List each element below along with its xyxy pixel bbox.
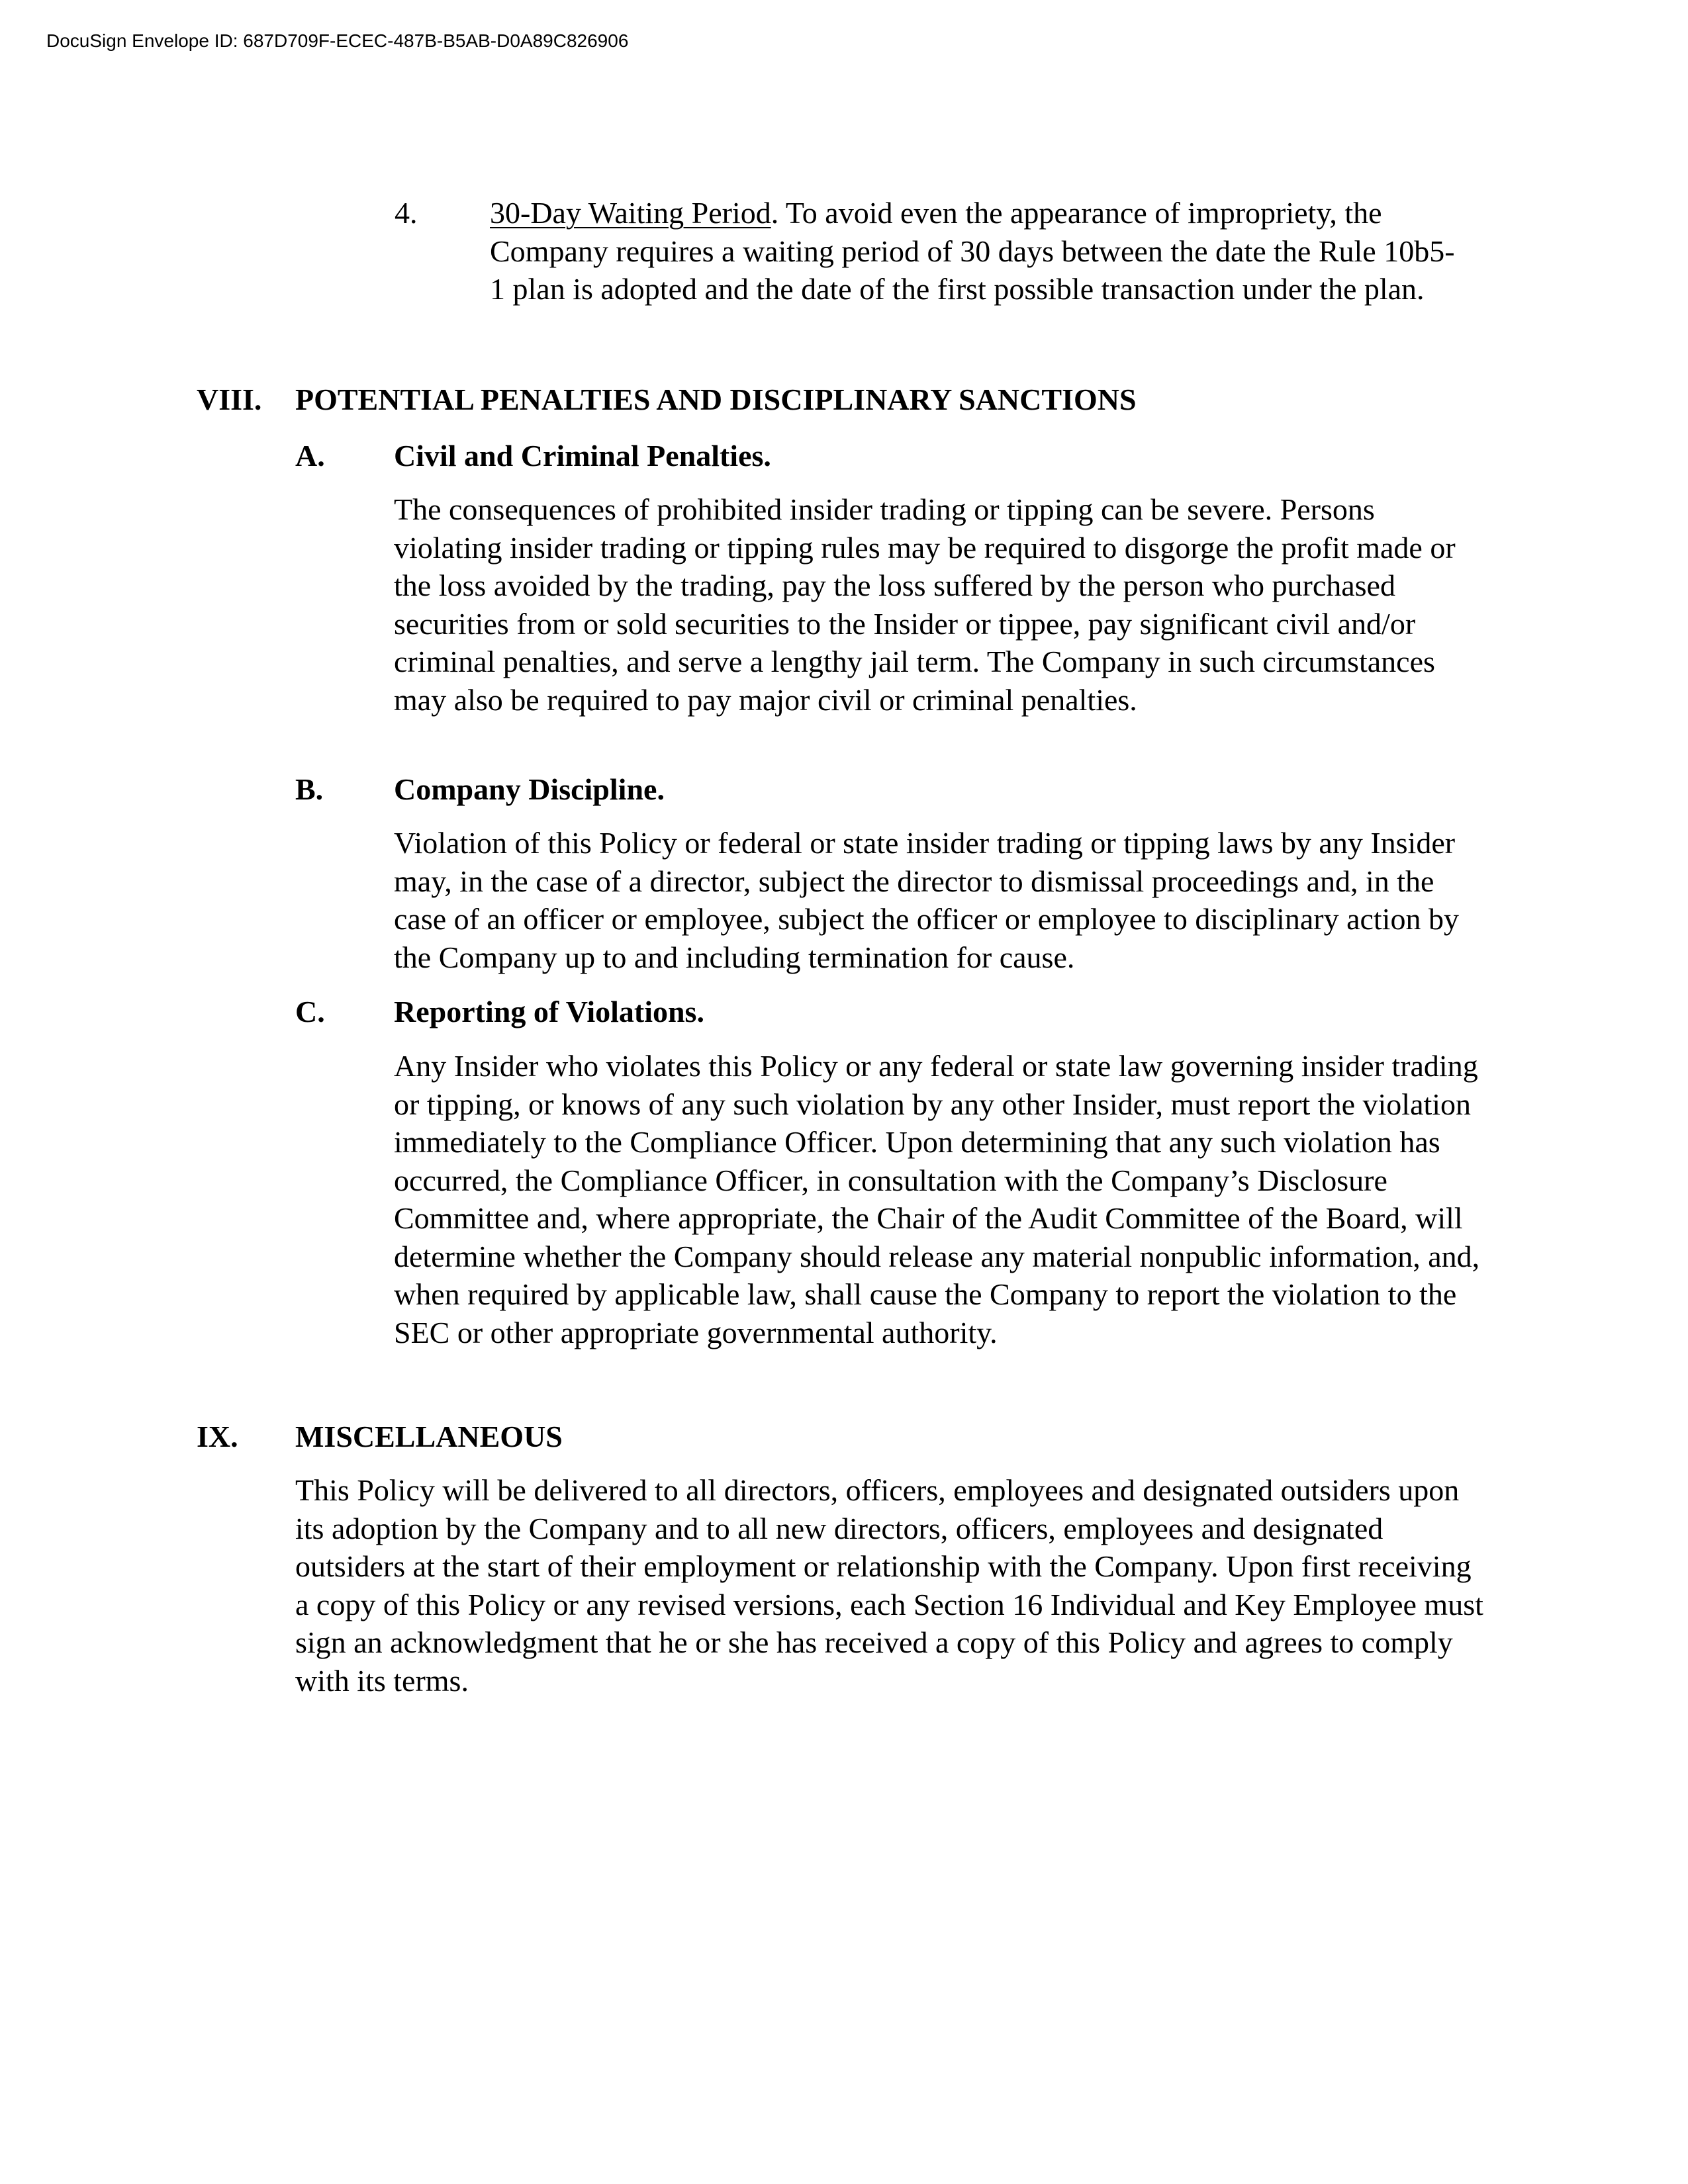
subsection-b-text: Violation of this Policy or federal or state insider trading or tipping laws by any Insider may, in the case of a director, subject the director to dismissal proceedings and, in the case of an officer or employee, subject the officer or employee to disciplinary action by the Company up to and including termination for cause.	[394, 826, 1459, 974]
section-8-number: VIII.	[197, 383, 262, 416]
section-9-number: IX.	[197, 1420, 238, 1453]
item-4-paragraph	[490, 194, 1470, 308]
subsection-c-text: Any Insider who violates this Policy or any federal or state law governing insider trading or tipping, or knows of any such violation by any other Insider, must report the violation immediately to the Compliance Officer. Upon determining that any such violation has occurred, the Compliance Officer, in consultation with the Company’s Disclosure Committee and, where appropriate, the Chair of the Audit Committee of the Board, will determine whether the Company should release any material nonpublic information, and, when required by applicable law, shall cause the Company to report the violation to the SEC or other appropriate governmental authority.	[394, 1049, 1480, 1349]
subsection-b-title: Company Discipline.	[394, 772, 665, 806]
section-9-title: MISCELLANEOUS	[295, 1420, 563, 1453]
subsection-a-title: Civil and Criminal Penalties.	[394, 439, 771, 473]
item-4-title: 30-Day Waiting Period	[490, 196, 771, 230]
subsection-a-letter: A.	[295, 439, 325, 473]
subsection-b-letter: B.	[295, 772, 324, 806]
subsection-c-letter: C.	[295, 995, 325, 1028]
docusign-envelope-id: DocuSign Envelope ID: 687D709F-ECEC-487B-B5AB-D0A89C826906	[46, 30, 629, 51]
section-8-title: POTENTIAL PENALTIES AND DISCIPLINARY SANCTIONS	[295, 383, 1137, 416]
item-4-text: . To avoid even the appearance of impropriety, the Company requires a waiting period of 30 days between the date the Rule 10b5-1 plan is adopted and the date of the first possible transaction under the plan.	[490, 196, 1455, 306]
subsection-c-title: Reporting of Violations.	[394, 995, 704, 1028]
subsection-a-text: The consequences of prohibited insider trading or tipping can be severe. Persons violating insider trading or tipping rules may be required to disgorge the profit made or the loss avoided by the trading, pay the loss suffered by the person who purchased securities from or sold securities to the Insider or tippee, pay significant civil and/or criminal penalties, and serve a lengthy jail term. The Company in such circumstances may also be required to pay major civil or criminal penalties.	[394, 492, 1456, 717]
section-9-text: This Policy will be delivered to all directors, officers, employees and designated outsiders upon its adoption by the Company and to all new directors, officers, employees and designated outsiders at the start of their employment or relationship with the Company. Upon first receiving a copy of this Policy or any revised versions, each Section 16 Individual and Key Employee must sign an acknowledgment that he or she has received a copy of this Policy and agrees to comply with its terms.	[295, 1473, 1483, 1698]
item-4-number: 4.	[395, 196, 418, 230]
